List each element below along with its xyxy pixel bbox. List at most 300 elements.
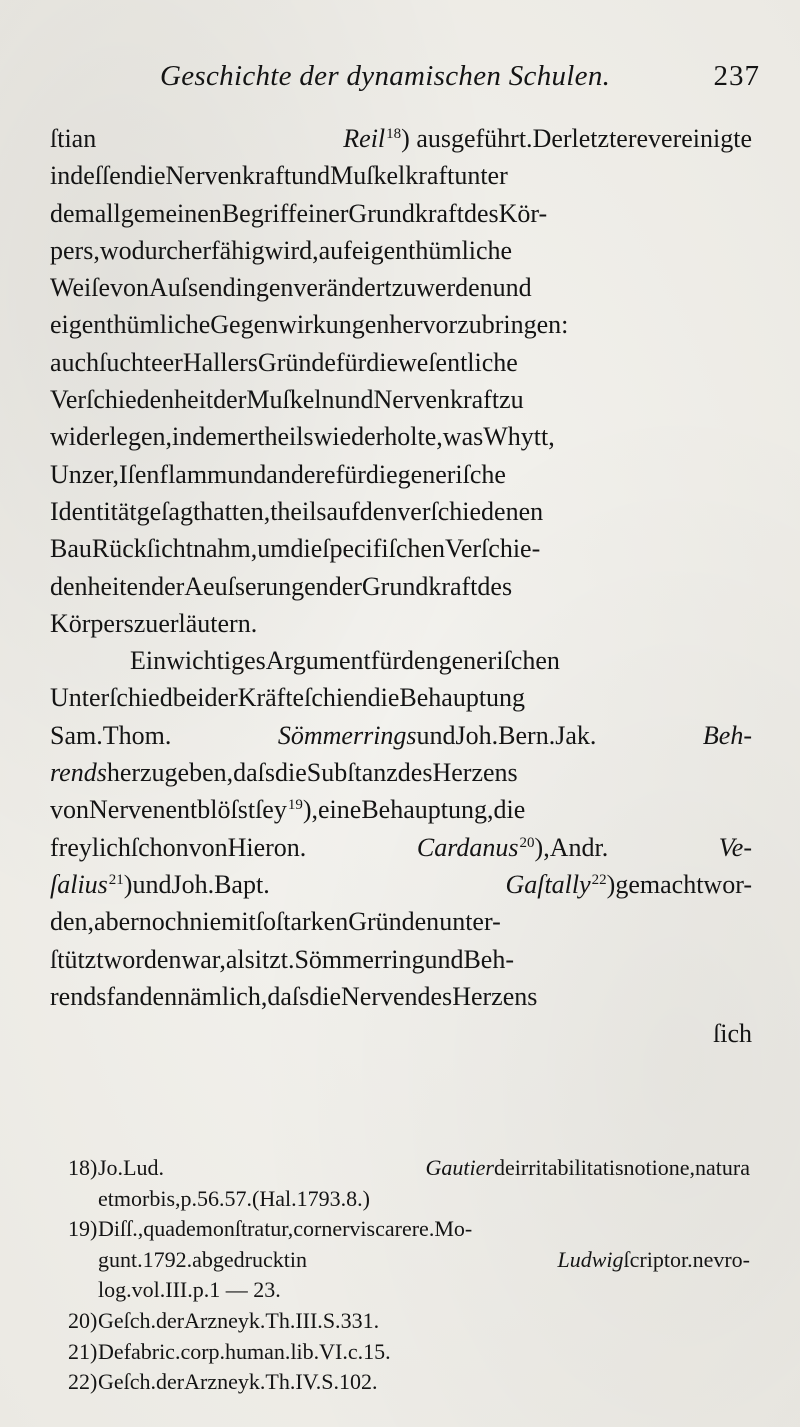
word: Der xyxy=(532,124,572,153)
word: Lud. xyxy=(123,1155,165,1180)
word-group xyxy=(505,866,752,903)
word-group xyxy=(558,1245,751,1276)
word: wird, xyxy=(264,235,319,265)
word-group xyxy=(50,530,540,567)
text-line xyxy=(50,157,752,194)
word: und xyxy=(334,385,374,415)
word: zu xyxy=(499,385,524,415)
word: Geſch. xyxy=(98,1307,157,1333)
word-group xyxy=(50,754,518,791)
word-group xyxy=(703,717,752,754)
text-line xyxy=(50,568,752,605)
footnote-line xyxy=(68,1367,750,1398)
text-line xyxy=(50,717,752,754)
word: andere xyxy=(266,459,336,489)
word: vereinigte xyxy=(648,124,752,153)
italic-word: Sömmerrings xyxy=(277,720,417,750)
word: 8.) xyxy=(346,1185,370,1211)
italic-word: Cardanus xyxy=(416,832,519,862)
word: ſcriptor. xyxy=(623,1246,693,1272)
word: 102. xyxy=(338,1369,378,1395)
footnote-number: 20) xyxy=(68,1307,98,1333)
word: unter xyxy=(454,161,508,191)
word-group xyxy=(50,456,506,493)
footnote-line xyxy=(68,1184,750,1215)
word: ſuchte xyxy=(99,347,163,377)
word: beider xyxy=(172,683,238,713)
word: theils xyxy=(270,496,327,526)
word: 331. xyxy=(340,1307,380,1333)
word: 1 — 23. xyxy=(209,1277,281,1303)
word: Aeuſserungen xyxy=(184,571,329,601)
footnote-line xyxy=(68,1153,750,1184)
word: Begriff xyxy=(221,198,297,228)
footnote-line xyxy=(68,1306,750,1337)
word: nevro- xyxy=(692,1246,750,1272)
word: hatten, xyxy=(200,496,271,526)
word-group xyxy=(713,1015,752,1052)
word-group xyxy=(343,120,752,157)
footnote-number: 21) xyxy=(68,1338,98,1364)
word: gunt. xyxy=(98,1246,143,1272)
footnote-line xyxy=(68,1275,750,1306)
word: Subſtanz xyxy=(306,758,398,788)
word: Gründen xyxy=(348,907,440,937)
word: die xyxy=(133,161,166,191)
word: S. xyxy=(322,1307,341,1333)
word-group xyxy=(50,381,524,418)
word: Diſſ., xyxy=(98,1216,144,1242)
word: entblöſst xyxy=(165,795,256,825)
word: Argument xyxy=(265,646,371,676)
italic-word: Gautier xyxy=(425,1155,494,1180)
text-line xyxy=(50,1015,752,1052)
word: der xyxy=(151,571,185,601)
word: Ein xyxy=(130,646,167,676)
text-line xyxy=(50,605,752,642)
word: S. xyxy=(321,1369,339,1395)
footnote-ref: 19 xyxy=(287,797,303,814)
word: daſs xyxy=(233,758,276,788)
word-group xyxy=(50,269,532,306)
footnote-number: 22) xyxy=(68,1369,98,1395)
word: der xyxy=(213,385,247,415)
word: Weiſe xyxy=(50,273,110,303)
word: Herzens xyxy=(432,758,518,788)
word-group xyxy=(50,903,501,940)
word: generiſchen xyxy=(438,646,560,676)
text-line xyxy=(50,493,752,530)
word: IV. xyxy=(295,1369,322,1395)
word: indem xyxy=(172,422,238,452)
word-group xyxy=(68,1214,472,1245)
word: nämlich, xyxy=(177,981,268,1011)
main-text xyxy=(50,120,752,1052)
word: de xyxy=(494,1155,515,1180)
text-line xyxy=(50,381,752,418)
word: für xyxy=(370,646,402,676)
word: Jo. xyxy=(98,1155,124,1180)
word: werden xyxy=(416,273,493,303)
word: Behauptung, xyxy=(361,795,494,825)
word-group xyxy=(50,232,512,269)
word: Gründe xyxy=(257,347,336,377)
word: wor- xyxy=(703,869,752,899)
text-line xyxy=(50,679,752,716)
word: in xyxy=(289,1246,307,1272)
word: von xyxy=(188,832,228,862)
word-group xyxy=(98,1245,307,1276)
word-group xyxy=(50,866,270,903)
word: Nervenkraft xyxy=(165,161,292,191)
word: die xyxy=(367,683,400,713)
word-group xyxy=(50,306,568,343)
word: noch xyxy=(138,907,190,937)
word: Thom. xyxy=(102,720,172,750)
word-group xyxy=(426,1153,750,1184)
word: von xyxy=(50,795,89,825)
word: des xyxy=(397,758,433,788)
footnote-number: 18) xyxy=(68,1155,98,1180)
word-group xyxy=(50,120,96,157)
word: ), xyxy=(534,832,550,862)
footnote-ref: 20 xyxy=(519,834,535,851)
word: nahm, xyxy=(192,534,258,564)
word: et xyxy=(98,1185,114,1211)
word: Kör- xyxy=(498,198,548,228)
word: Unzer, xyxy=(50,459,119,489)
word: die xyxy=(493,795,526,825)
italic-word: ſalius xyxy=(50,869,108,899)
word: Hieron. xyxy=(227,832,307,862)
word: p. xyxy=(180,1185,198,1211)
word-group xyxy=(50,418,555,455)
word: Arzneyk. xyxy=(184,1369,266,1395)
word-group xyxy=(50,344,518,381)
word-group xyxy=(50,157,508,194)
word: verändert xyxy=(293,273,392,303)
word: (Hal. xyxy=(252,1185,297,1211)
word: c. xyxy=(347,1338,364,1364)
word: generiſche xyxy=(397,459,506,489)
word: Bau xyxy=(50,534,92,564)
footnote-ref: 18 xyxy=(386,126,402,142)
italic-word: Beh- xyxy=(702,720,752,750)
word-group xyxy=(50,829,306,866)
footnote-number: 19) xyxy=(68,1216,98,1242)
word: den xyxy=(359,496,398,526)
word: unter- xyxy=(439,907,501,937)
word: denheiten xyxy=(50,571,152,601)
word: eigenthümliche xyxy=(50,310,211,340)
word: fabric. xyxy=(123,1338,181,1364)
word: VI. xyxy=(319,1338,348,1364)
text-line xyxy=(50,306,752,343)
text-line xyxy=(50,903,752,940)
running-title: Geschichte der dynamischen Schulen. xyxy=(160,60,611,92)
word-group xyxy=(50,679,525,716)
italic-word: Ludwig xyxy=(557,1246,624,1272)
word: 56. xyxy=(197,1185,225,1211)
text-line xyxy=(50,456,752,493)
word: für xyxy=(335,459,366,489)
word: wodurch xyxy=(99,235,191,265)
word: zu xyxy=(391,273,417,303)
word: und xyxy=(132,869,172,899)
word: fanden xyxy=(106,981,178,1011)
word: verſchiedenen xyxy=(397,496,544,526)
text-line xyxy=(50,232,752,269)
word: 1792. xyxy=(142,1246,193,1272)
word: Grundkraft xyxy=(361,571,478,601)
word: für xyxy=(335,347,367,377)
page-number: 237 xyxy=(713,60,760,92)
text-line xyxy=(50,530,752,567)
footnote-line xyxy=(68,1337,750,1368)
word: ) xyxy=(123,869,133,899)
word-group xyxy=(50,493,543,530)
word: Nerven xyxy=(341,981,418,1011)
word: ſtarken xyxy=(276,907,349,937)
word: dem xyxy=(50,198,95,228)
word: Muſkelkraft xyxy=(330,161,455,191)
word: ſtian xyxy=(50,124,97,153)
word: auch xyxy=(50,347,100,377)
word: der xyxy=(328,571,362,601)
word: Unterſchied xyxy=(50,683,173,713)
text-line xyxy=(50,344,752,381)
word: Mo- xyxy=(434,1216,473,1242)
word: was xyxy=(442,422,484,452)
word-group xyxy=(719,829,752,866)
word: auf xyxy=(318,235,352,265)
word: er xyxy=(237,422,258,452)
word: theils xyxy=(257,422,314,452)
word: nie xyxy=(189,907,222,937)
word: Beh- xyxy=(463,944,515,974)
text-line xyxy=(50,791,752,828)
word: die xyxy=(290,534,323,564)
footnote-line xyxy=(68,1245,750,1276)
word: von xyxy=(110,273,149,303)
word: und xyxy=(492,273,532,303)
word: log. xyxy=(98,1277,132,1303)
word-group xyxy=(98,1275,281,1306)
word: und xyxy=(291,161,331,191)
text-line xyxy=(50,120,752,157)
word-group xyxy=(50,195,547,232)
word: ſo xyxy=(255,907,277,937)
word: eine xyxy=(318,795,362,825)
word: er xyxy=(190,235,212,265)
word: Bern. xyxy=(498,720,556,750)
word: pers, xyxy=(50,235,100,265)
word: der xyxy=(156,1307,185,1333)
word: itzt. xyxy=(254,944,295,974)
word: natura xyxy=(695,1155,750,1180)
text-line xyxy=(50,866,752,903)
word: vol. xyxy=(131,1277,166,1303)
word: den, xyxy=(50,907,95,937)
word: morbis, xyxy=(113,1185,181,1211)
word-group xyxy=(68,1306,379,1337)
word-group xyxy=(50,791,525,828)
word: Identität xyxy=(50,496,137,526)
word: ſey xyxy=(255,795,287,825)
word: mit xyxy=(221,907,256,937)
word: die xyxy=(275,758,307,788)
word: notione, xyxy=(623,1155,696,1180)
word: lib. xyxy=(290,1338,320,1364)
word-group xyxy=(98,1184,370,1215)
word: letztere xyxy=(571,124,649,153)
word: ) ausgeführt. xyxy=(401,124,533,153)
word: die xyxy=(309,981,341,1011)
footnote-ref: 22 xyxy=(591,871,607,888)
word: Körpers xyxy=(50,608,134,638)
footnotes xyxy=(68,1153,750,1398)
word: er xyxy=(162,347,183,377)
word: III. xyxy=(165,1277,193,1303)
word: Hallers xyxy=(182,347,258,377)
word: auf xyxy=(326,496,360,526)
text-line xyxy=(50,941,752,978)
word: Gegenwirkungen xyxy=(210,310,390,340)
word: wiederholte, xyxy=(313,422,443,452)
word: Bapt. xyxy=(214,869,270,899)
italic-word: Ve- xyxy=(718,832,752,862)
word: ſchon xyxy=(130,832,189,862)
word: De xyxy=(98,1338,124,1364)
word: ), xyxy=(302,795,319,825)
word: Sömmerring xyxy=(294,944,425,974)
word: erläutern. xyxy=(158,608,258,638)
word: des xyxy=(417,981,453,1011)
word: daſs xyxy=(267,981,310,1011)
word: irritabilitatis xyxy=(514,1155,624,1180)
word: als xyxy=(225,944,255,974)
word: nervis xyxy=(321,1216,376,1242)
text-line xyxy=(50,269,752,306)
word: Kräfte xyxy=(237,683,305,713)
word: carere. xyxy=(375,1216,435,1242)
word: abgedruckt xyxy=(192,1246,290,1272)
word: p. xyxy=(192,1277,210,1303)
word-group xyxy=(68,1153,164,1184)
word: der xyxy=(156,1369,185,1395)
word: cor xyxy=(293,1216,322,1242)
word: Auſsendingen xyxy=(149,273,294,303)
text-line xyxy=(50,829,752,866)
word: ſchien xyxy=(304,683,368,713)
word: Joh. xyxy=(455,720,499,750)
word: den xyxy=(401,646,439,676)
word: ſich xyxy=(713,1019,752,1049)
word: Behauptung xyxy=(399,683,526,713)
word: Arzneyk. xyxy=(184,1307,266,1333)
word: zu xyxy=(133,608,159,638)
word: einer xyxy=(296,198,349,228)
word: aber xyxy=(94,907,139,937)
word: human. xyxy=(225,1338,291,1364)
word-group xyxy=(50,605,257,642)
word: Th. xyxy=(265,1307,296,1333)
word: des xyxy=(477,571,513,601)
word: Nervenkraft xyxy=(373,385,500,415)
word: Verſchie- xyxy=(444,534,541,564)
word-group xyxy=(278,717,597,754)
word: bringen: xyxy=(481,310,569,340)
word: III. xyxy=(295,1307,323,1333)
word-group xyxy=(50,978,537,1015)
word: Herzens xyxy=(452,981,538,1011)
word: fähig xyxy=(211,235,265,265)
word: war, xyxy=(181,944,226,974)
word: hervor xyxy=(389,310,458,340)
word: Jak. xyxy=(555,720,597,750)
word: eigenthümliche xyxy=(351,235,513,265)
word: ſpecifiſchen xyxy=(322,534,445,564)
word: Rückſicht xyxy=(91,534,193,564)
word: Sam. xyxy=(50,720,103,750)
word: Iſenflamm xyxy=(118,459,228,489)
word: Grundkraft xyxy=(348,198,464,228)
word: Joh. xyxy=(171,869,215,899)
word: weſentliche xyxy=(398,347,518,377)
word: geſagt xyxy=(136,496,201,526)
word-group xyxy=(130,642,560,679)
word-group xyxy=(50,941,514,978)
word: wichtiges xyxy=(166,646,266,676)
word: 15. xyxy=(363,1338,391,1364)
word: Muſkeln xyxy=(246,385,335,415)
word: Nerven xyxy=(89,795,166,825)
word: qua xyxy=(143,1216,175,1242)
word: indeſſen xyxy=(50,161,134,191)
text-line xyxy=(50,978,752,1015)
word: um xyxy=(257,534,291,564)
word: des xyxy=(463,198,499,228)
word: und xyxy=(416,720,456,750)
word: Verſchiedenheit xyxy=(50,385,214,415)
word: allgemeinen xyxy=(94,198,222,228)
word: 57. xyxy=(224,1185,253,1211)
word: corp. xyxy=(180,1338,226,1364)
page-header xyxy=(160,60,760,100)
italic-word: Reil xyxy=(343,124,386,153)
word: demonſtratur, xyxy=(175,1216,294,1242)
word: worden xyxy=(103,944,182,974)
word: Andr. xyxy=(549,832,609,862)
word: gemacht xyxy=(615,869,704,899)
word-group xyxy=(50,717,171,754)
word: zu xyxy=(457,310,482,340)
word: rends xyxy=(50,981,107,1011)
word-group xyxy=(68,1337,391,1368)
word: widerlegen, xyxy=(50,422,173,452)
footnote-line xyxy=(68,1214,750,1245)
word-group xyxy=(50,568,512,605)
word: Whytt, xyxy=(483,422,555,452)
word: und xyxy=(424,944,464,974)
text-line xyxy=(50,195,752,232)
footnote-ref: 21 xyxy=(108,871,124,888)
italic-word: rends xyxy=(50,758,107,788)
text-line xyxy=(50,418,752,455)
word: 1793. xyxy=(296,1185,347,1211)
italic-word: Gaſtally xyxy=(505,869,591,899)
text-line xyxy=(50,642,752,679)
